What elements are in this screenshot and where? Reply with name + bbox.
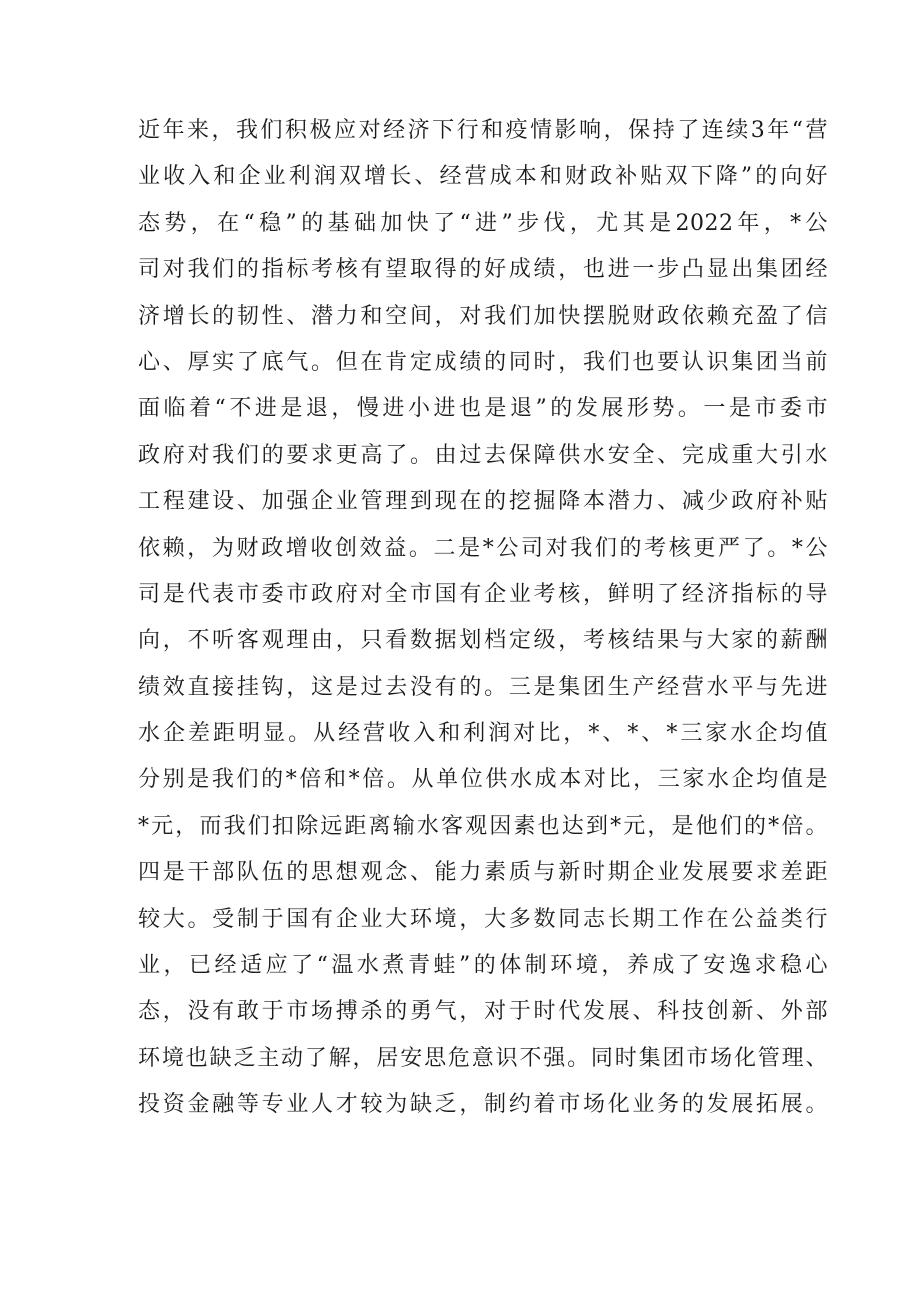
text-line: 依赖，为财政增收创效益。二是*公司对我们的考核更严了。*公 [138, 535, 828, 561]
text-line: 投资金融等专业人才较为缺乏，制约着市场化业务的发展拓展。 [138, 1092, 828, 1118]
text-line: 工程建设、加强企业管理到现在的挖掘降本潜力、减少政府补贴 [138, 489, 828, 515]
text-line: 水企差距明显。从经营收入和利润对比，*、*、*三家水企均值 [138, 721, 828, 747]
text-line: 环境也缺乏主动了解，居安思危意识不强。同时集团市场化管理、 [138, 1045, 828, 1071]
text-line: 态势，在“稳”的基础加快了“进”步伐，尤其是2022年，*公 [138, 210, 828, 236]
text-line: 较大。受制于国有企业大环境，大多数同志长期工作在公益类行 [138, 906, 828, 932]
text-line: 业收入和企业利润双增长、经营成本和财政补贴双下降”的向好 [138, 164, 828, 190]
text-line: 心、厚实了底气。但在肯定成绩的同时，我们也要认识集团当前 [138, 349, 828, 375]
text-line: 绩效直接挂钩，这是过去没有的。三是集团生产经营水平与先进 [138, 674, 828, 700]
text-line: 向，不听客观理由，只看数据划档定级，考核结果与大家的薪酬 [138, 628, 828, 654]
text-line: *元，而我们扣除远距离输水客观因素也达到*元，是他们的*倍。 [138, 813, 828, 839]
text-line: 业，已经适应了“温水煮青蛙”的体制环境，养成了安逸求稳心 [138, 953, 828, 979]
text-line: 态，没有敢于市场搏杀的勇气，对于时代发展、科技创新、外部 [138, 999, 828, 1025]
text-line: 司是代表市委市政府对全市国有企业考核，鲜明了经济指标的导 [138, 581, 828, 607]
text-line: 济增长的韧性、潜力和空间，对我们加快摆脱财政依赖充盈了信 [138, 303, 828, 329]
text-line: 近年来，我们积极应对经济下行和疫情影响，保持了连续3年“营 [138, 118, 828, 143]
text-line: 司对我们的指标考核有望取得的好成绩，也进一步凸显出集团经 [138, 257, 828, 283]
text-line: 面临着“不进是退，慢进小进也是退”的发展形势。一是市委市 [138, 396, 828, 422]
text-line: 政府对我们的要求更高了。由过去保障供水安全、完成重大引水 [138, 442, 828, 468]
text-line: 四是干部队伍的思想观念、能力素质与新时期企业发展要求差距 [138, 860, 828, 886]
text-line: 分别是我们的*倍和*倍。从单位供水成本对比，三家水企均值是 [138, 767, 828, 793]
body-paragraph [138, 108, 828, 1129]
